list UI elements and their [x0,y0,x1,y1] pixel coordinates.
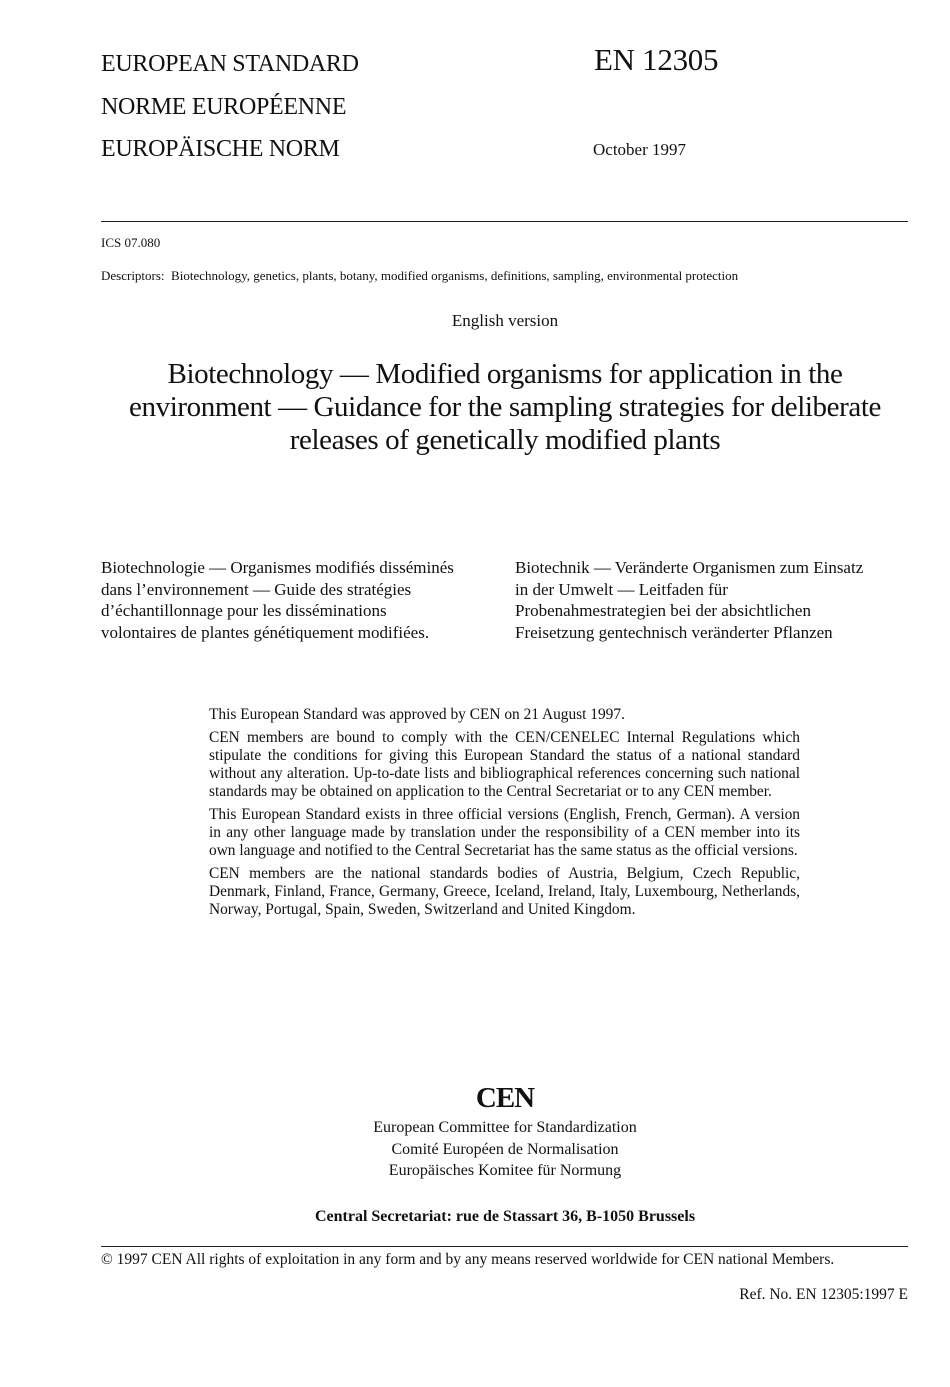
cen-name-de: Europäisches Komitee für Normung [388,1162,622,1179]
french-title-line: dans l’environnement — Guide des stratégies [101,579,412,599]
footer-rule [101,1246,908,1247]
cen-name-fr: Comité Européen de Normalisation [391,1140,619,1158]
german-title-line: in der Umwelt — Leitfaden für [515,579,728,599]
reference-number: Ref. No. EN 12305:1997 E [739,1286,908,1303]
cen-names [0,1117,950,1182]
german-title-line: Freisetzung gentechnisch veränderter Pflanzen [515,622,833,642]
approval-paragraph: CEN members are the national standards bodies of Austria, Belgium, Czech Republic, Denmark, Finland, France, Germany, Greece, Iceland, Ireland, Italy, Luxembourg, Netherlands, Norway, Portugal, Spain, Sweden, Switzerland and United Kingdom. [209,865,800,918]
title-line: environment — Guidance for the sampling strategies for deliberate [129,391,881,423]
descriptors-label: Descriptors: [101,268,165,283]
descriptors [101,268,738,284]
header-rule [101,221,908,222]
standard-title-fr: NORME EUROPÉENNE [101,94,347,120]
standard-title-en: EUROPEAN STANDARD [101,51,359,77]
standard-number: EN 12305 [594,42,719,77]
cen-logo: CEN [475,1082,535,1114]
standard-title-de: EUROPÄISCHE NORM [101,136,340,162]
copyright-notice: © 1997 CEN All rights of exploitation in any form and by any means reserved worldwide for CEN national Members. [101,1251,835,1268]
central-secretariat: Central Secretariat: rue de Stassart 36, B-1050 Brussels [314,1208,696,1225]
french-title-line: d’échantillonnage pour les disséminations [101,601,387,620]
descriptors-list: Biotechnology, genetics, plants, botany, modified organisms, definitions, sampling, environmental protection [171,268,739,283]
publication-date: October 1997 [593,140,687,159]
cen-name-en: European Committee for Standardization [373,1119,637,1136]
german-title-line: Biotechnik — Veränderte Organismen zum Einsatz [515,558,864,577]
language-version: English version [451,311,559,330]
french-title-line: volontaires de plantes génétiquement modifiées. [101,622,430,642]
approval-paragraph: CEN members are bound to comply with the CEN/CENELEC Internal Regulations which stipulate the conditions for giving this European Standard the status of a national standard without any alteration. Up-to-date lists and bibliographical references concerning such national standards may be obtained on application to the Central Secretariat or to any CEN member. [209,729,800,800]
title-line: Biotechnology — Modified organisms for application in the [167,358,843,390]
document-title [100,358,910,457]
french-title [101,557,454,643]
german-title-line: Probenahmestrategien bei der absichtlichen [515,601,811,620]
ics-code: ICS 07.080 [101,235,161,250]
german-title [515,557,863,643]
approval-notice [209,706,800,924]
title-line: releases of genetically modified plants [289,424,721,456]
french-title-line: Biotechnologie — Organismes modifiés disséminés [101,558,454,577]
approval-paragraph: This European Standard exists in three official versions (English, French, German). A version in any other language made by translation under the responsibility of a CEN member into its own language and notified to the Central Secretariat has the same status as the official versions. [209,806,800,859]
approval-paragraph: This European Standard was approved by CEN on 21 August 1997. [209,706,625,723]
